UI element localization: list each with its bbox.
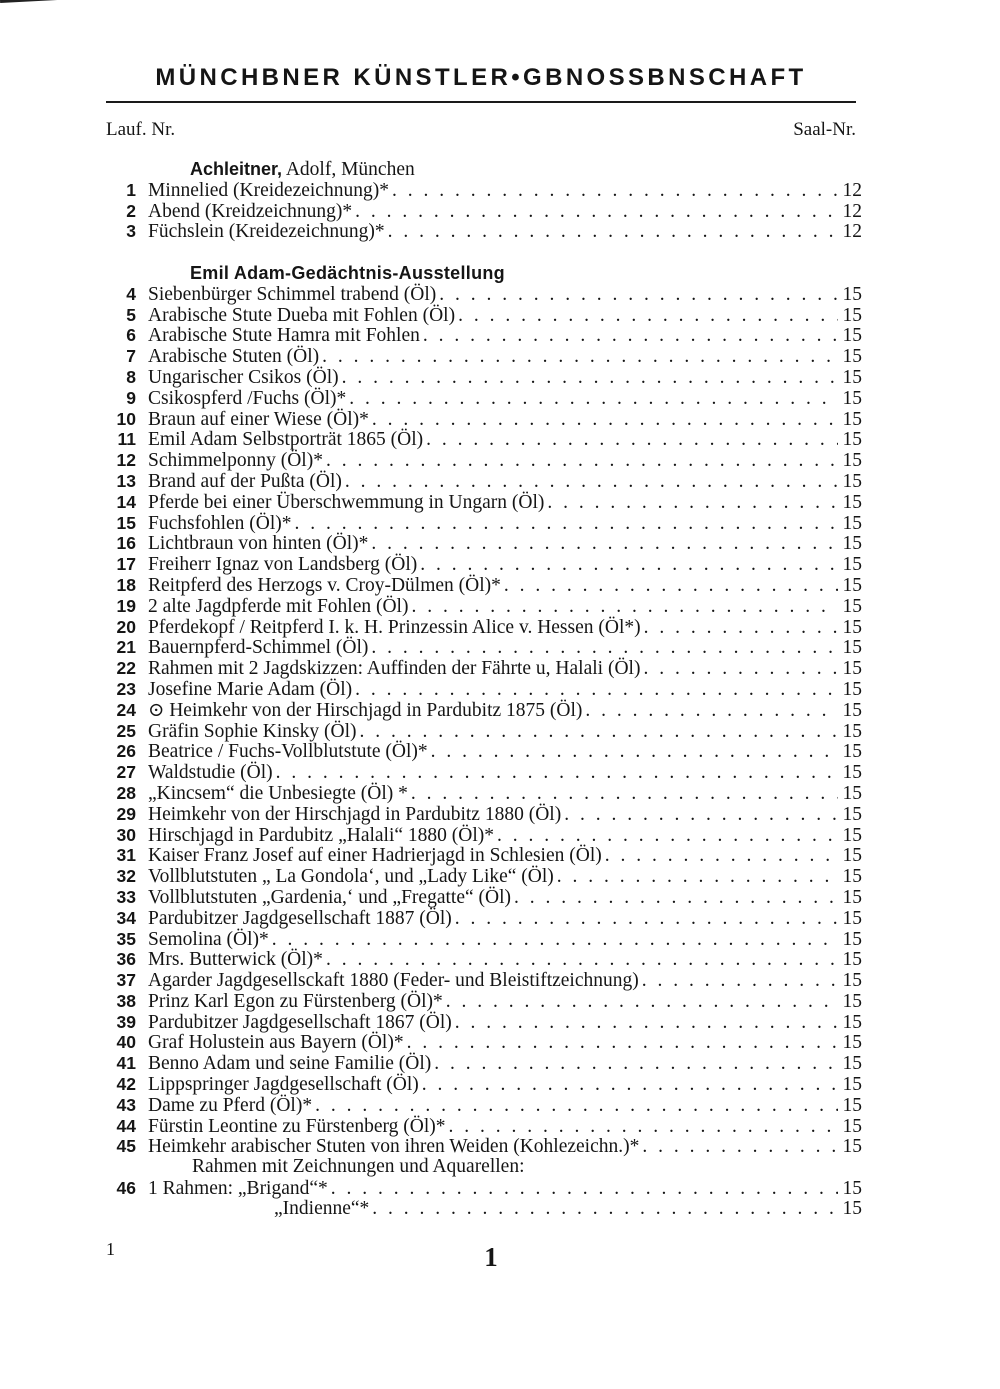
leader-dots — [423, 326, 838, 347]
room-number: 15 — [842, 283, 862, 305]
entry-number: 1 — [126, 179, 136, 200]
entry-title: Kaiser Franz Josef auf einer Hadrierjagd in Schlesien (Öl) — [148, 845, 602, 867]
entry-title: Fuchsfohlen (Öl)* — [148, 512, 292, 534]
catalog-entry — [106, 637, 862, 658]
catalog-entry — [106, 409, 862, 430]
room-number: 15 — [842, 1032, 862, 1054]
entry-title: Agarder Jagdgesellsckaft 1880 (Feder- und Bleistiftzeichnung) — [148, 970, 639, 992]
catalog-entry — [106, 658, 862, 679]
leader-dots — [585, 701, 838, 722]
entry-number: 26 — [116, 741, 136, 762]
entry-number: 15 — [116, 512, 136, 533]
room-number: 15 — [842, 949, 862, 971]
room-number: 12 — [842, 179, 862, 201]
room-number: 15 — [842, 1094, 862, 1116]
leader-dots — [420, 555, 838, 576]
entry-title: ⊙ Heimkehr von der Hirschjagd in Pardubitz 1875 (Öl) — [148, 699, 583, 721]
catalog-entry — [106, 1032, 862, 1053]
room-number: 15 — [842, 1136, 862, 1158]
entry-number: 19 — [116, 595, 136, 616]
entry-title: Gräfin Sophie Kinsky (Öl) — [148, 720, 357, 742]
catalog-entry — [106, 513, 862, 534]
catalog-entry — [106, 1012, 862, 1033]
room-number: 15 — [842, 429, 862, 451]
room-number: 15 — [842, 512, 862, 534]
entry-number: 6 — [126, 325, 136, 346]
catalog-entry — [106, 970, 862, 991]
room-number: 15 — [842, 1074, 862, 1096]
room-number: 15 — [842, 1178, 862, 1200]
entry-number: 16 — [116, 533, 136, 554]
leader-dots — [564, 805, 838, 826]
catalog-entry — [106, 554, 862, 575]
catalog-entry — [106, 201, 862, 222]
leader-dots — [458, 306, 838, 327]
entry-title: Ungarischer Csikos (Öl) — [148, 366, 339, 388]
catalog-entry — [106, 1136, 862, 1157]
entry-number: 46 — [116, 1178, 136, 1199]
entry-number: 30 — [116, 824, 136, 845]
room-number: 15 — [842, 470, 862, 492]
leader-dots — [355, 202, 838, 223]
room-number: 15 — [842, 1197, 862, 1219]
catalog-entry — [106, 845, 862, 866]
entry-title: Braun auf einer Wiese (Öl)* — [148, 408, 369, 430]
catalog-entry — [106, 825, 862, 846]
entry-number: 22 — [116, 658, 136, 679]
signature-mark: 1 — [106, 1239, 115, 1259]
catalog-entry — [106, 388, 862, 409]
room-number: 15 — [842, 325, 862, 347]
entry-number: 10 — [116, 408, 136, 429]
section-achleitner — [106, 159, 862, 242]
catalog-entry — [106, 305, 862, 326]
room-number: 15 — [842, 907, 862, 929]
room-number: 15 — [842, 1011, 862, 1033]
room-number: 15 — [842, 741, 862, 763]
entry-number: 17 — [116, 554, 136, 575]
leader-dots — [342, 368, 838, 389]
entry-title: Benno Adam und seine Familie (Öl) — [148, 1053, 432, 1075]
leader-dots — [372, 1199, 838, 1220]
room-number: 15 — [842, 720, 862, 742]
column-head-lauf-nr: Lauf. Nr. — [106, 119, 176, 140]
leader-dots — [276, 763, 838, 784]
leader-dots — [504, 576, 838, 597]
leader-dots — [371, 534, 838, 555]
entry-number: 5 — [126, 304, 136, 325]
leader-dots — [372, 410, 838, 431]
leader-dots — [349, 389, 838, 410]
room-number: 15 — [842, 533, 862, 555]
leader-dots — [326, 950, 838, 971]
entry-title: Vollblutstuten „ La Gondola‘, und „Lady Like“ (Öl) — [148, 866, 554, 888]
catalog-entry — [106, 367, 862, 388]
leader-dots — [497, 826, 838, 847]
catalog-entry — [106, 721, 862, 742]
entry-title: Siebenbürger Schimmel trabend (Öl) — [148, 283, 437, 305]
entry-title: Vollblutstuten „Gardenia,‘ und „Fregatte“ (Öl) — [148, 886, 511, 908]
leader-dots — [514, 888, 838, 909]
catalog-entry — [106, 741, 862, 762]
room-number: 15 — [842, 699, 862, 721]
room-number: 15 — [842, 574, 862, 596]
room-number: 15 — [842, 970, 862, 992]
catalog-entry — [106, 783, 862, 804]
catalog-entry — [106, 887, 862, 908]
artist-name: Achleitner, — [190, 159, 283, 179]
entry-title: Lippspringer Jagdgesellschaft (Öl) — [148, 1074, 419, 1096]
room-number: 15 — [842, 928, 862, 950]
entry-number: 34 — [116, 907, 136, 928]
entry-number: 27 — [116, 762, 136, 783]
leader-dots — [315, 1096, 838, 1117]
entry-title: Pferde bei einer Überschwemmung in Ungarn (Öl) — [148, 491, 545, 513]
catalog-entry — [106, 908, 862, 929]
leader-dots — [331, 1179, 838, 1200]
entry-title: Waldstudie (Öl) — [148, 762, 273, 784]
room-number: 15 — [842, 1115, 862, 1137]
room-number: 15 — [842, 762, 862, 784]
entry-number: 44 — [116, 1115, 136, 1136]
entry-title: Schimmelponny (Öl)* — [148, 450, 323, 472]
entry-title: Arabische Stute Dueba mit Fohlen (Öl) — [148, 304, 456, 326]
leader-dots — [431, 742, 838, 763]
entry-number: 14 — [116, 491, 136, 512]
catalog-entry — [106, 804, 862, 825]
catalog-entry — [106, 596, 862, 617]
entry-number: 43 — [116, 1094, 136, 1115]
catalog-entry — [106, 180, 862, 201]
catalog-entry — [106, 1053, 862, 1074]
catalog-entry — [106, 949, 862, 970]
entry-number: 13 — [116, 470, 136, 491]
leader-dots — [449, 1117, 838, 1138]
catalog-entry — [106, 700, 862, 721]
leader-dots — [360, 722, 838, 743]
entry-number: 32 — [116, 866, 136, 887]
entry-number: 18 — [116, 574, 136, 595]
entry-number: 3 — [126, 221, 136, 242]
entry-number: 31 — [116, 845, 136, 866]
entry-title: Pardubitzer Jagdgesellschaft 1887 (Öl) — [148, 907, 452, 929]
entry-number: 21 — [116, 637, 136, 658]
entry-title: Semolina (Öl)* — [148, 928, 269, 950]
catalog-entry — [106, 1199, 862, 1220]
room-number: 15 — [842, 990, 862, 1012]
entry-title: Freiherr Ignaz von Landsberg (Öl) — [148, 554, 418, 576]
room-number: 15 — [842, 824, 862, 846]
entry-title: „Kincsem“ die Unbesiegte (Öl) * — [148, 782, 408, 804]
room-number: 15 — [842, 616, 862, 638]
entry-number: 24 — [116, 699, 136, 720]
entry-list — [106, 284, 862, 1157]
entry-list — [106, 180, 862, 242]
leader-dots — [446, 992, 838, 1013]
leader-dots — [371, 638, 838, 659]
catalog-entry — [106, 991, 862, 1012]
entry-number: 25 — [116, 720, 136, 741]
leader-dots — [272, 930, 838, 951]
leader-dots — [411, 784, 838, 805]
room-number: 15 — [842, 845, 862, 867]
leader-dots — [426, 430, 838, 451]
entry-number: 8 — [126, 366, 136, 387]
scan-corner-mark — [0, 0, 58, 10]
entry-title: 2 alte Jagdpferde mit Fohlen (Öl) — [148, 595, 409, 617]
entry-title: Rahmen mit 2 Jagdskizzen: Auffinden der Fährte u, Halali (Öl) — [148, 658, 641, 680]
leader-dots — [547, 493, 838, 514]
catalog-entry — [106, 762, 862, 783]
entry-number: 42 — [116, 1074, 136, 1095]
entry-title: Abend (Kreidzeichnung)* — [148, 200, 353, 222]
artist-heading — [106, 159, 862, 180]
leader-dots — [605, 846, 838, 867]
entry-title: Brand auf der Pußta (Öl) — [148, 470, 342, 492]
room-number: 15 — [842, 366, 862, 388]
room-number: 15 — [842, 304, 862, 326]
entry-number: 4 — [126, 283, 136, 304]
entry-number: 36 — [116, 949, 136, 970]
room-number: 15 — [842, 408, 862, 430]
room-number: 15 — [842, 387, 862, 409]
leader-dots — [322, 347, 838, 368]
room-number: 15 — [842, 346, 862, 368]
entry-number: 33 — [116, 886, 136, 907]
catalog-entry — [106, 450, 862, 471]
entry-title: Josefine Marie Adam (Öl) — [148, 678, 353, 700]
entry-title: Heimkehr arabischer Stuten von ihren Weiden (Kohlezeichn.)* — [148, 1136, 640, 1158]
entry-title: 1 Rahmen: „Brigand“* — [148, 1178, 328, 1200]
room-number: 15 — [842, 637, 862, 659]
leader-dots — [439, 285, 838, 306]
entry-number: 28 — [116, 782, 136, 803]
room-number: 12 — [842, 200, 862, 222]
leader-dots — [345, 472, 838, 493]
catalog-entry — [106, 1116, 862, 1137]
entry-number: 39 — [116, 1011, 136, 1032]
leader-dots — [455, 1013, 838, 1034]
entry-title: Csikospferd /Fuchs (Öl)* — [148, 387, 347, 409]
catalog-entry — [106, 533, 862, 554]
room-number: 15 — [842, 658, 862, 680]
page-header-title: MÜNCHBNER KÜNSTLER•GBNOSSBNSCHAFT — [155, 64, 807, 91]
entry-number: 20 — [116, 616, 136, 637]
entry-title: Graf Holustein aus Bayern (Öl)* — [148, 1032, 404, 1054]
catalog-entry — [106, 492, 862, 513]
entry-title: Emil Adam Selbstporträt 1865 (Öl) — [148, 429, 424, 451]
entry-title: Arabische Stute Hamra mit Fohlen — [148, 325, 420, 347]
leader-dots — [355, 680, 838, 701]
leader-dots — [455, 909, 838, 930]
page-number: 1 — [484, 1242, 498, 1272]
room-number: 15 — [842, 554, 862, 576]
leader-dots — [407, 1033, 838, 1054]
entry-number: 23 — [116, 678, 136, 699]
entry-title: „Indienne“* — [274, 1197, 370, 1219]
leader-dots — [411, 597, 838, 618]
entry-title: Minnelied (Kreidezeichnung)* — [148, 179, 389, 201]
section-emil-adam — [106, 263, 862, 1220]
entry-number: 7 — [126, 346, 136, 367]
leader-dots — [326, 451, 838, 472]
entry-number: 45 — [116, 1136, 136, 1157]
artist-details: Adolf, München — [282, 159, 415, 180]
room-number: 15 — [842, 1053, 862, 1075]
entry-title: Beatrice / Fuchs-Vollblutstute (Öl)* — [148, 741, 428, 763]
leader-dots — [643, 659, 838, 680]
leader-dots — [642, 971, 838, 992]
catalog-entry — [106, 471, 862, 492]
entry-title: Lichtbraun von hinten (Öl)* — [148, 533, 369, 555]
catalog-entry — [106, 929, 862, 950]
room-number: 12 — [842, 221, 862, 243]
room-number: 15 — [842, 450, 862, 472]
entry-title: Arabische Stuten (Öl) — [148, 346, 320, 368]
catalog-entry — [106, 1095, 862, 1116]
entry-title: Pardubitzer Jagdgesellschaft 1867 (Öl) — [148, 1011, 452, 1033]
catalog-entry — [106, 1178, 862, 1199]
catalog-entry — [106, 679, 862, 700]
room-number: 15 — [842, 866, 862, 888]
header-rule — [106, 101, 856, 103]
entry-number: 12 — [116, 450, 136, 471]
column-head-saal-nr: Saal-Nr. — [793, 119, 856, 140]
entry-title: Pferdekopf / Reitpferd I. k. H. Prinzessin Alice v. Hessen (Öl*) — [148, 616, 641, 638]
entry-title: Prinz Karl Egon zu Fürstenberg (Öl)* — [148, 990, 443, 1012]
room-number: 15 — [842, 886, 862, 908]
entry-number: 9 — [126, 387, 136, 408]
leader-dots — [644, 618, 838, 639]
entry-title: Bauernpferd-Schimmel (Öl) — [148, 637, 369, 659]
leader-dots — [422, 1075, 838, 1096]
catalog-entry — [106, 221, 862, 242]
entry-number: 2 — [126, 200, 136, 221]
entry-number: 40 — [116, 1032, 136, 1053]
entry-number: 41 — [116, 1053, 136, 1074]
entry-number: 35 — [116, 928, 136, 949]
room-number: 15 — [842, 491, 862, 513]
entry-title: Dame zu Pferd (Öl)* — [148, 1094, 313, 1116]
room-number: 15 — [842, 803, 862, 825]
catalog-entry — [106, 346, 862, 367]
room-number: 15 — [842, 782, 862, 804]
leader-dots — [642, 1137, 838, 1158]
leader-dots — [434, 1054, 838, 1075]
leader-dots — [295, 514, 838, 535]
leader-dots — [392, 181, 838, 202]
entry-number: 29 — [116, 803, 136, 824]
entry-number: 11 — [117, 429, 136, 450]
section-heading: Emil Adam-Gedächtnis-Ausstellung — [190, 263, 505, 283]
room-number: 15 — [842, 595, 862, 617]
sub-heading: Rahmen mit Zeichnungen und Aquarellen: — [192, 1156, 525, 1178]
leader-dots — [388, 222, 838, 243]
entry-title: Mrs. Butterwick (Öl)* — [148, 949, 323, 971]
catalog-entry — [106, 866, 862, 887]
catalog-entry — [106, 617, 862, 638]
catalog-entry — [106, 1074, 862, 1095]
entry-number: 38 — [116, 990, 136, 1011]
entry-number: 37 — [116, 970, 136, 991]
entry-title: Fürstin Leontine zu Fürstenberg (Öl)* — [148, 1115, 446, 1137]
catalog-entry — [106, 284, 862, 305]
catalog-entry — [106, 325, 862, 346]
entry-title: Heimkehr von der Hirschjagd in Pardubitz 1880 (Öl) — [148, 803, 562, 825]
entry-title: Reitpferd des Herzogs v. Croy-Dülmen (Öl)* — [148, 574, 501, 596]
catalog-entry — [106, 575, 862, 596]
leader-dots — [557, 867, 838, 888]
catalog-entry — [106, 429, 862, 450]
entry-title: Füchslein (Kreidezeichnung)* — [148, 221, 385, 243]
entry-title: Hirschjagd in Pardubitz „Halali“ 1880 (Öl)* — [148, 824, 495, 846]
room-number: 15 — [842, 678, 862, 700]
